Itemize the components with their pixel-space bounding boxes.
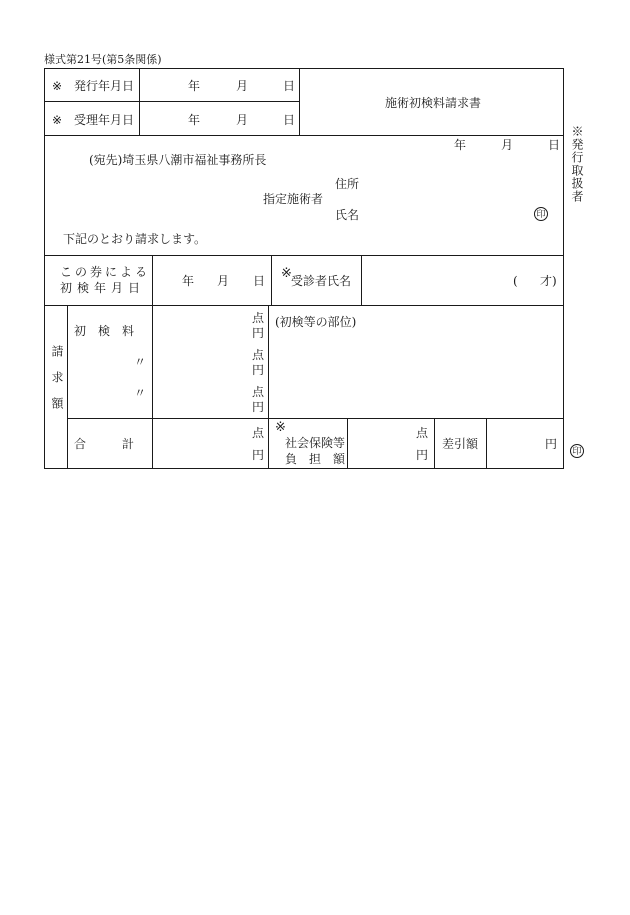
address-label: 住所 — [335, 177, 360, 191]
receipt-date-day-unit: 日 — [283, 113, 296, 127]
initial-fee-points-unit: 点 — [252, 311, 265, 325]
name-label: 氏名 — [335, 208, 360, 222]
deduction-yen-unit: 円 — [545, 437, 558, 451]
receipt-date-year-unit: 年 — [188, 113, 201, 127]
insurance-points-unit: 点 — [416, 426, 429, 440]
issue-date-year-unit: 年 — [188, 79, 201, 93]
request-date-day-unit: 日 — [548, 138, 561, 152]
rule-ticket-row-bottom — [44, 305, 564, 306]
age-unit: 才) — [540, 274, 557, 288]
issue-date-month-unit: 月 — [236, 79, 249, 93]
rule-insurance-value-divider — [434, 418, 435, 469]
rule-fee-value-divider — [268, 305, 269, 469]
rule-ticket-label-divider — [152, 255, 153, 305]
insurance-label-line-2: 負 担 額 — [285, 452, 346, 466]
addressee: (宛先)埼玉県八潮市福祉事務所長 — [89, 153, 267, 167]
ticket-date-month-unit: 月 — [217, 274, 230, 288]
initial-fee-label: 初 検 料 — [74, 324, 135, 338]
ticket-date-year-unit: 年 — [182, 274, 195, 288]
patient-name-label: 受診者氏名 — [291, 274, 352, 288]
receipt-date-mark: ※ — [52, 113, 63, 127]
rule-date-value-divider — [299, 68, 300, 135]
rule-ticket-date-divider — [271, 255, 272, 305]
request-date-month-unit: 月 — [501, 138, 514, 152]
ditto-mark-1: 〃 — [134, 355, 147, 369]
total-points-unit: 点 — [252, 426, 265, 440]
request-text: 下記のとおり請求します。 — [63, 232, 207, 246]
request-date-year-unit: 年 — [454, 138, 467, 152]
ditto-1-yen-unit: 円 — [252, 363, 265, 377]
insurance-mark: ※ — [275, 420, 286, 435]
ticket-date-day-unit: 日 — [253, 274, 266, 288]
rule-insurance-label-divider — [347, 418, 348, 469]
ditto-2-points-unit: 点 — [252, 385, 265, 399]
receipt-date-label: 受理年月日 — [74, 113, 135, 127]
claim-amount-label: 請求額 — [50, 345, 64, 423]
issue-date-mark: ※ — [52, 79, 63, 93]
form-title: 施術初検料請求書 — [385, 96, 482, 110]
rule-applicant-bottom — [44, 255, 564, 256]
deduction-label: 差引額 — [442, 437, 479, 451]
practitioner-seal-icon: 印 — [534, 207, 548, 221]
receipt-date-month-unit: 月 — [236, 113, 249, 127]
issue-date-day-unit: 日 — [283, 79, 296, 93]
patient-name-mark: ※ — [281, 266, 292, 281]
rule-header-bottom — [44, 135, 564, 136]
rule-patient-label-divider — [361, 255, 362, 305]
ticket-date-label-line-1: この券による — [60, 265, 151, 279]
form-number: 様式第21号(第5条関係) — [44, 53, 162, 66]
practitioner-label: 指定施術者 — [263, 192, 324, 206]
rule-fee-label-divider — [152, 305, 153, 469]
ditto-2-yen-unit: 円 — [252, 400, 265, 414]
insurance-label-line-1: 社会保険等 — [285, 436, 346, 450]
age-open-paren: ( — [513, 274, 518, 288]
exam-site-label: (初検等の部位) — [275, 315, 357, 329]
rule-deduction-label-divider — [486, 418, 487, 469]
ticket-date-label-line-2: 初検年月日 — [60, 281, 146, 295]
total-label: 合 計 — [74, 437, 135, 451]
issuer-seal-icon: 印 — [570, 444, 584, 458]
insurance-yen-unit: 円 — [416, 448, 429, 462]
total-yen-unit: 円 — [252, 448, 265, 462]
issue-date-label: 発行年月日 — [74, 79, 135, 93]
rule-total-row-top — [67, 418, 564, 419]
rule-date-label-divider — [139, 68, 140, 135]
issuer-side-label: ※発行取扱者 — [570, 125, 584, 203]
rule-issue-date-bottom — [44, 101, 299, 102]
ditto-mark-2: 〃 — [134, 386, 147, 400]
initial-fee-yen-unit: 円 — [252, 326, 265, 340]
ditto-1-points-unit: 点 — [252, 348, 265, 362]
rule-claim-label-divider — [67, 305, 68, 469]
